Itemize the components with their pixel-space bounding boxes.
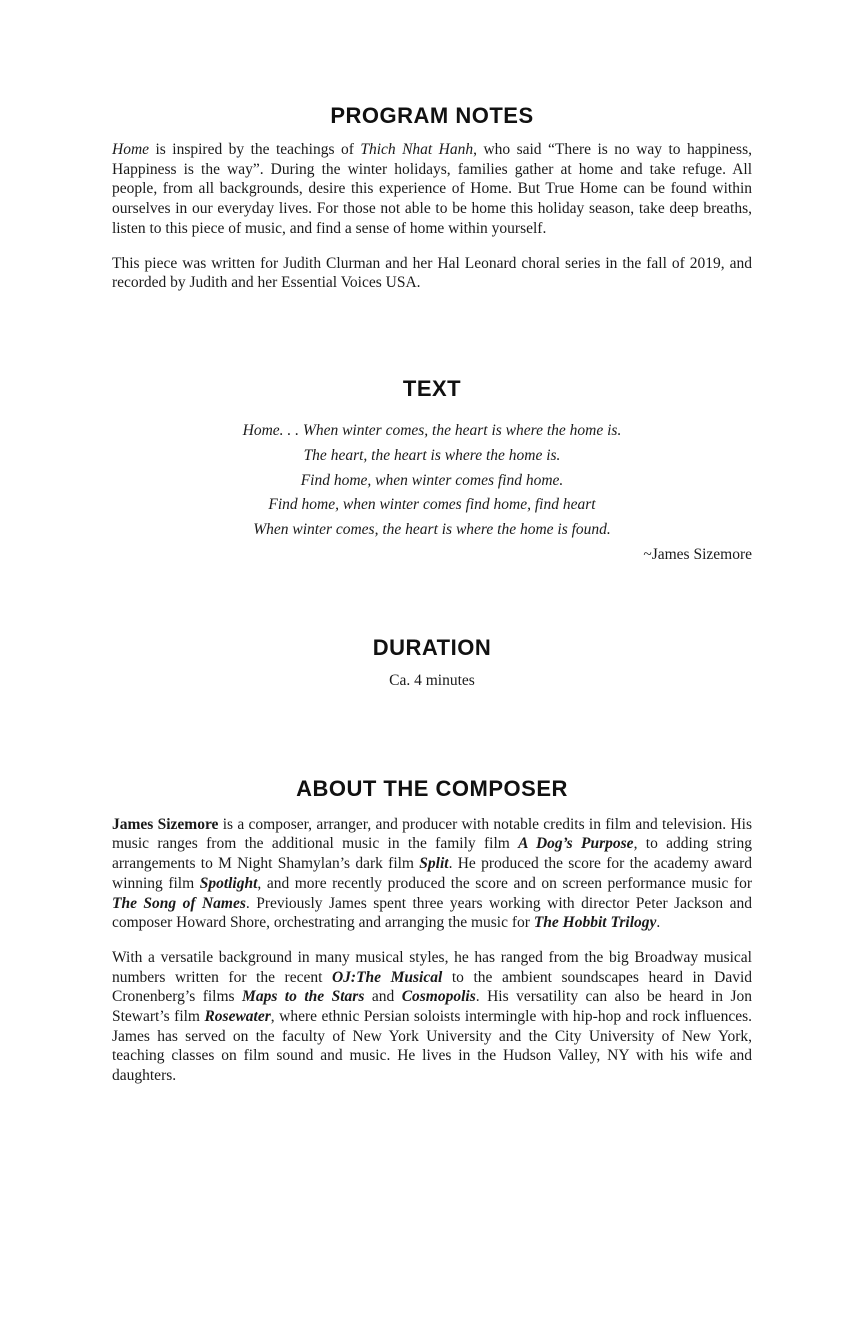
text-segment: is inspired by the teachings of xyxy=(149,141,361,158)
text-segment: Thich Nhat Hanh xyxy=(360,141,474,158)
duration-heading: DURATION xyxy=(372,634,492,660)
text-segment: is a composer, arranger, and producer with notable credits in film and television. His music ranges from the additional music in the family film xyxy=(112,815,752,853)
lyric-line: Find home, when winter comes find home, find heart xyxy=(268,496,596,514)
text-segment: This piece was written for Judith Clurman and her Hal Leonard choral series in the fall of 2019, and recorded by Judith and her Essential Voices USA. xyxy=(112,254,752,292)
duration-value: Ca. 4 minutes xyxy=(389,671,475,689)
text-segment: , where ethnic Persian soloists intermingle with hip-hop and rock influences. James has served on the faculty of New York University and the City University of New York, teaching classes on film sound and music. He lives in the Hudson Valley, NY with his wife and daughters. xyxy=(112,1008,752,1085)
text-segment: , and more recently produced the score and on screen performance music for xyxy=(257,874,752,892)
text-segment: . He produced the score for the academy award winning film xyxy=(112,855,752,892)
text-segment: Cosmopolis xyxy=(401,988,476,1006)
lyric-text xyxy=(112,419,752,543)
text-segment: With a versatile background in many musical styles, he has ranged from the big Broadway musical numbers written for the recent xyxy=(112,948,752,986)
text-segment: Split xyxy=(419,855,449,873)
text-segment: , to adding string arrangements to M Night Shamylan’s dark film xyxy=(112,835,752,873)
text-segment: The Hobbit Trilogy xyxy=(533,914,657,932)
page-content xyxy=(112,103,752,1101)
text-segment: . Previously James spent three years working with director Peter Jackson and composer Howard Shore, orchestrating and arranging the music for xyxy=(112,894,752,932)
text-segment: OJ:The Musical xyxy=(331,968,443,986)
about-the-composer-section xyxy=(112,776,752,1086)
lyric-line: Find home, when winter comes find home. xyxy=(300,471,564,489)
composer-paragraph-1 xyxy=(112,815,752,933)
text-segment: Rosewater xyxy=(204,1008,271,1026)
lyric-line: The heart, the heart is where the home is. xyxy=(303,446,561,464)
text-segment: Spotlight xyxy=(199,874,258,892)
text-segment: . xyxy=(656,914,661,932)
text-segment: James Sizemore xyxy=(112,815,219,833)
text-section xyxy=(112,376,752,568)
text-segment: Home xyxy=(112,141,150,158)
text-heading: TEXT xyxy=(402,375,462,401)
text-segment: . His versatility can also be heard in Jon Stewart’s film xyxy=(112,988,753,1026)
program-notes-section xyxy=(112,103,752,293)
program-notes-heading: PROGRAM NOTES xyxy=(330,103,534,128)
lyric-line: Home. . . When winter comes, the heart is where the home is. xyxy=(242,421,622,439)
text-segment: Maps to the Stars xyxy=(242,988,365,1006)
text-segment: A Dog’s Purpose xyxy=(518,835,634,853)
program-notes-paragraph-1 xyxy=(112,140,752,239)
text-segment: and xyxy=(364,988,402,1006)
text-segment: , who said “There is no way to happiness, Happiness is the way”. During the winter holidays, families gather at home and take refuge. All people, from all backgrounds, desire this experience of Home. But True Home can be found within ourselves in our everyday lives. For those not able to be home this holiday season, take deep breaths, listen to this piece of music, and find a sense of home within yourself. xyxy=(112,141,752,237)
lyric-line: When winter comes, the heart is where the home is found. xyxy=(253,521,611,539)
text-segment: The Song of Names xyxy=(112,894,246,912)
text-segment: to the ambient soundscapes heard in David Cronenberg’s films xyxy=(112,968,753,1006)
program-notes-paragraph-2 xyxy=(112,254,752,293)
duration-section xyxy=(112,635,752,690)
composer-paragraph-2 xyxy=(112,948,752,1086)
about-the-composer-heading: ABOUT THE COMPOSER xyxy=(296,775,568,801)
attribution: ~James Sizemore xyxy=(643,545,752,563)
